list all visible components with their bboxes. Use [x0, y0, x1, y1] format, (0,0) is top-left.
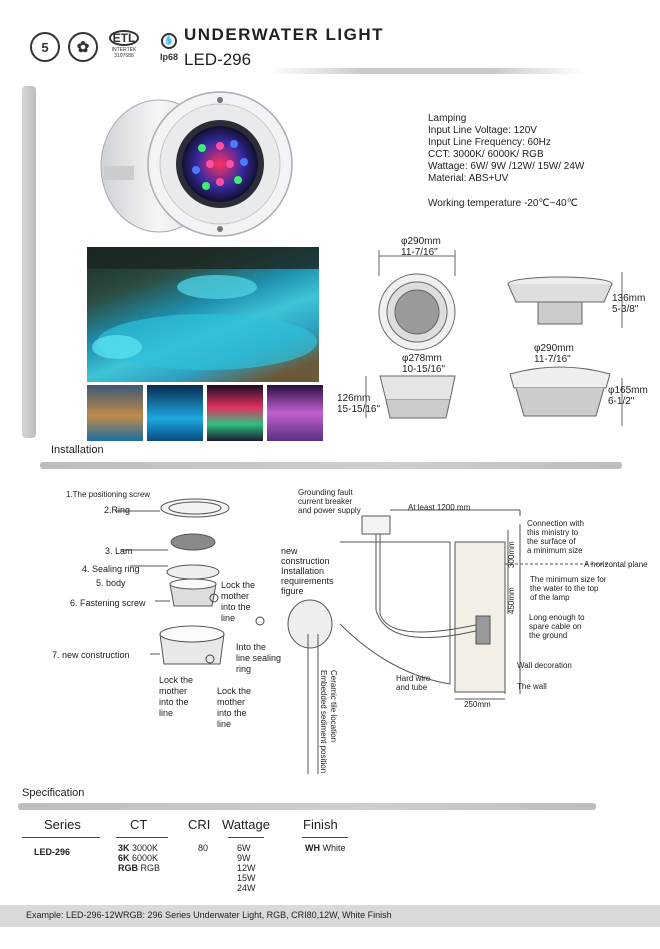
- dim-136-inch: 5-3/8": [612, 304, 639, 315]
- part-1: 1.The positioning screw: [66, 490, 151, 499]
- lock-mother-note-2: [159, 675, 193, 719]
- dim-290-side-inch: 11-7/16": [534, 354, 571, 365]
- wattage-item: 24W: [237, 883, 256, 893]
- wattage-item: 9W: [237, 853, 251, 863]
- spec-voltage: Input Line Voltage: 120V: [428, 125, 537, 136]
- etl-line2: 3107688: [114, 53, 134, 59]
- spec-frequency: Input Line Frequency: 60Hz: [428, 137, 551, 148]
- spec-lamping: Lamping: [428, 113, 467, 124]
- part-4: 4. Sealing ring: [82, 564, 140, 574]
- dim-290-side-mm: φ290mm: [534, 343, 574, 354]
- dim-136-mm: 136mm: [612, 293, 646, 304]
- title-divider: [270, 68, 585, 74]
- col-series: Series: [44, 817, 81, 832]
- note-line: figure: [281, 586, 304, 596]
- finish-text: White: [322, 843, 346, 853]
- ct-value: RGB: [140, 863, 161, 873]
- wattage-underline: [228, 837, 264, 838]
- dim-126: [337, 393, 380, 415]
- spec-list: [428, 113, 584, 185]
- dim-278-mm: φ278mm: [402, 353, 442, 364]
- part-3: 3. Lam: [105, 546, 133, 556]
- ip-rating: Ip68: [160, 51, 179, 62]
- thumbnail-blue-pool: [147, 385, 203, 441]
- thumbnail-purple-fountain: [267, 385, 323, 441]
- note-line: requirements: [281, 576, 334, 586]
- etl-line1: INTERTEK: [111, 47, 137, 53]
- wattage-values: [237, 843, 256, 893]
- etl-badge: [106, 30, 142, 64]
- maple-leaf-badge: ✿: [68, 32, 98, 62]
- dim-290-side: [534, 343, 574, 365]
- finish-underline: [302, 837, 348, 838]
- ct-code: RGB: [118, 863, 138, 873]
- connection-note: [527, 519, 584, 555]
- example-footer: Example: LED-296-12WRGB: 296 Series Underwater Light, RGB, CRI80,12W, White Finish: [0, 905, 660, 927]
- lock-mother-note-1: [221, 580, 255, 624]
- dim-290-inch: 11-7/16": [401, 247, 438, 258]
- pool-thumbnails: [87, 385, 323, 441]
- ct-code: 6K: [118, 853, 130, 863]
- ct-values: [118, 843, 160, 873]
- dim-136: [612, 293, 645, 315]
- note-line: line sealing: [236, 653, 282, 663]
- working-temperature: Working temperature -20℃~40℃: [428, 198, 578, 209]
- note-line: The minimum size for: [530, 575, 607, 584]
- note-line: the ground: [529, 631, 568, 640]
- dim-165: [608, 385, 648, 407]
- spec-material: Material: ABS+UV: [428, 173, 509, 184]
- finish-code: WH: [305, 843, 320, 853]
- note-line: ring: [236, 664, 252, 674]
- ct-code: 3K: [118, 843, 130, 853]
- dim-290-mm: φ290mm: [401, 236, 441, 247]
- part-6: 6. Fastening screw: [70, 598, 146, 608]
- grounding-note: [298, 488, 361, 515]
- note-line: Installation: [281, 566, 325, 576]
- col-cri: CRI: [188, 817, 211, 832]
- etl-logo: ETL: [109, 30, 140, 46]
- dim-126-mm: 126mm: [337, 393, 371, 404]
- note-line: the surface of: [527, 537, 576, 546]
- dim-126-inch: 15-15/16": [337, 404, 381, 415]
- note-line: mother: [159, 686, 188, 696]
- wall-decoration-label: Wall decoration: [517, 661, 572, 670]
- lock-mother-note-3: [217, 686, 251, 730]
- note-line: mother: [217, 697, 246, 707]
- ct-value: 6000K: [132, 853, 159, 863]
- note-line: current breaker: [298, 497, 353, 506]
- wattage-item: 6W: [237, 843, 251, 853]
- ip68-badge: [160, 33, 178, 62]
- new-construction-note: [281, 546, 334, 596]
- note-line: Lock the: [217, 686, 252, 696]
- pool-photo: [87, 247, 319, 382]
- the-wall-label: The wall: [517, 682, 547, 691]
- dim-290-top: [401, 236, 441, 258]
- note-line: line: [159, 708, 174, 718]
- note-line: Grounding fault: [298, 488, 353, 497]
- thumbnail-house: [87, 385, 143, 441]
- finish-value: [305, 843, 346, 853]
- note-line: line: [221, 613, 236, 623]
- wattage-item: 15W: [237, 873, 256, 883]
- note-line: construction: [281, 556, 330, 566]
- series-value: LED-296: [34, 847, 71, 857]
- note-line: spare cable on: [529, 622, 582, 631]
- at-least-label: At least 1200 mm: [408, 503, 471, 512]
- part-5: 5. body: [96, 578, 126, 588]
- note-line: Hard wire: [396, 674, 431, 683]
- cri-value: 80: [198, 843, 209, 853]
- five-year-warranty-badge: [30, 32, 60, 62]
- note-line: into the: [217, 708, 247, 718]
- product-image: [84, 86, 314, 241]
- col-ct: CT: [130, 817, 148, 832]
- note-line: mother: [221, 591, 250, 601]
- dim-165-mm: φ165mm: [608, 385, 648, 396]
- specification-divider: [18, 803, 596, 810]
- dim-278: [402, 353, 445, 375]
- dim-165-inch: 6-1/2": [608, 396, 635, 407]
- note-line: Connection with: [527, 519, 584, 528]
- warranty-years: 5: [41, 39, 49, 55]
- note-line: and power supply: [298, 506, 361, 515]
- col-wattage: Wattage: [222, 817, 270, 832]
- note-line: Lock the: [221, 580, 256, 590]
- note-line: this ministry to: [527, 528, 579, 537]
- note-line: the water to the top: [530, 584, 599, 593]
- part-2: 2.Ring: [104, 505, 131, 515]
- note-line: and tube: [396, 683, 428, 692]
- thumbnail-fountain: [207, 385, 263, 441]
- note-line: into the: [221, 602, 251, 612]
- sealing-ring-note: [236, 642, 281, 675]
- dim-300-label: 300mm: [507, 541, 516, 568]
- page-title: UNDERWATER LIGHT: [184, 25, 384, 44]
- spec-cct: CCT: 3000K/ 6000K/ RGB: [428, 149, 544, 160]
- installation-divider: [40, 462, 622, 469]
- col-finish: Finish: [303, 817, 338, 832]
- note-line: Long enough to: [529, 613, 585, 622]
- series-underline: [22, 837, 100, 838]
- note-line: a minimum size: [527, 546, 583, 555]
- part-7: 7. new construction: [52, 650, 130, 660]
- installation-heading: Installation: [51, 444, 104, 456]
- hard-wire-note: [396, 674, 430, 692]
- ct-value: 3000K: [132, 843, 159, 853]
- note-line: line: [217, 719, 232, 729]
- specification-heading: Specification: [22, 787, 85, 799]
- note-line: Lock the: [159, 675, 194, 685]
- min-size-note: [530, 575, 606, 602]
- dim-250-label: 250mm: [464, 700, 491, 709]
- note-line: new: [281, 546, 298, 556]
- dim-278-inch: 10-15/16": [402, 364, 446, 375]
- note-line: of the lamp: [530, 593, 570, 602]
- model-number: LED-296: [184, 50, 252, 69]
- note-line: Into the: [236, 642, 267, 652]
- water-drop-icon: 💧: [161, 33, 177, 49]
- horizontal-plane-label: A horizontal plane: [584, 560, 648, 569]
- certification-logos: [30, 30, 178, 64]
- dim-450-label: 450mm: [507, 587, 516, 614]
- wattage-item: 12W: [237, 863, 256, 873]
- embedded-sediment-label: Embedded sediment position: [319, 670, 328, 774]
- long-enough-note: [529, 613, 585, 640]
- spec-wattage: Wattage: 6W/ 9W /12W/ 15W/ 24W: [428, 161, 585, 172]
- ct-underline: [116, 837, 168, 838]
- ceramic-tile-label: Ceramic tile location: [329, 670, 338, 743]
- note-line: into the: [159, 697, 189, 707]
- side-accent-bar: [22, 86, 36, 438]
